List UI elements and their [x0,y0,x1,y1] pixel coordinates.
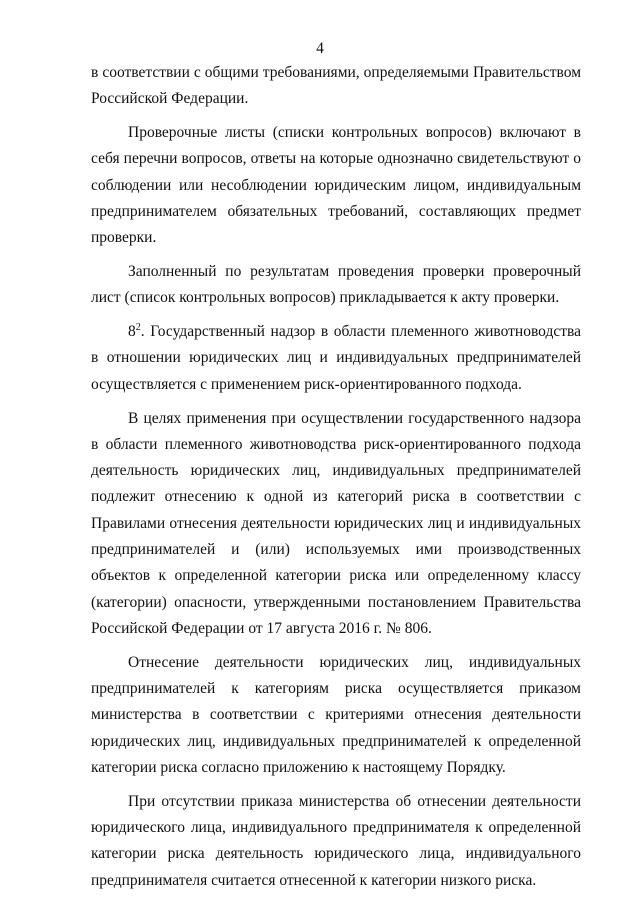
clause-number: 8 [128,323,136,341]
clause-text: . Государственный надзор в области племенного животноводства в отношении юридических лиц и индивидуальных предпринимателей осуществляется с применением риск-ориентированного подхода. [91,323,581,393]
paragraph-risk-assignment: Отнесение деятельности юридических лиц, индивидуальных предпринимателей к категориям риска осуществляется приказом министерства в соответствии с критериями отнесения деятельности юридических лиц, индивидуальных предпринимателей к определенной категории риска согласно приложению к настоящему Порядку. [91,653,581,776]
paragraph-risk-approach: В целях применения при осуществлении государственного надзора в области племенного животноводства риск-ориентированного подхода деятельность юридических лиц, индивидуальных предпринимателей подлежит отнесению к одной из категорий риска в соответствии с Правилами отнесения деятельности юридических лиц и индивидуальных предпринимателей и (или) используемых ими производственных объектов к определенной категории риска или определенному классу (категории) опасности, утвержденными постановлением Правительства Российской Федерации от 17 августа 2016 г. № 806. [91,409,581,637]
page-number: 4 [316,40,324,57]
paragraph-low-risk-default: При отсутствии приказа министерства об отнесении деятельности юридического лица, индивидуального предпринимателя к определенной категории риска деятельность юридического лица, индивидуального предпринимателя считается отнесенной к категории низкого риска. [91,792,581,889]
paragraph-checklists: Проверочные листы (списки контрольных вопросов) включают в себя перечни вопросов, ответы на которые однозначно свидетельствуют о соблюдении или несоблюдении юридическим лицом, индивидуальным предпринимателем обязательных требований, составляющих предмет проверки. [91,124,581,247]
paragraph-continuation: в соответствии с общими требованиями, определяемыми Правительством Российской Федерации. [91,64,581,108]
paragraph-filled-checklist: Заполненный по результатам проведения проверки проверочный лист (список контрольных вопросов) прикладывается к акту проверки. [91,263,581,307]
document-body [91,60,581,901]
clause-superscript: 2 [135,322,141,334]
paragraph-8-2 [91,319,581,398]
